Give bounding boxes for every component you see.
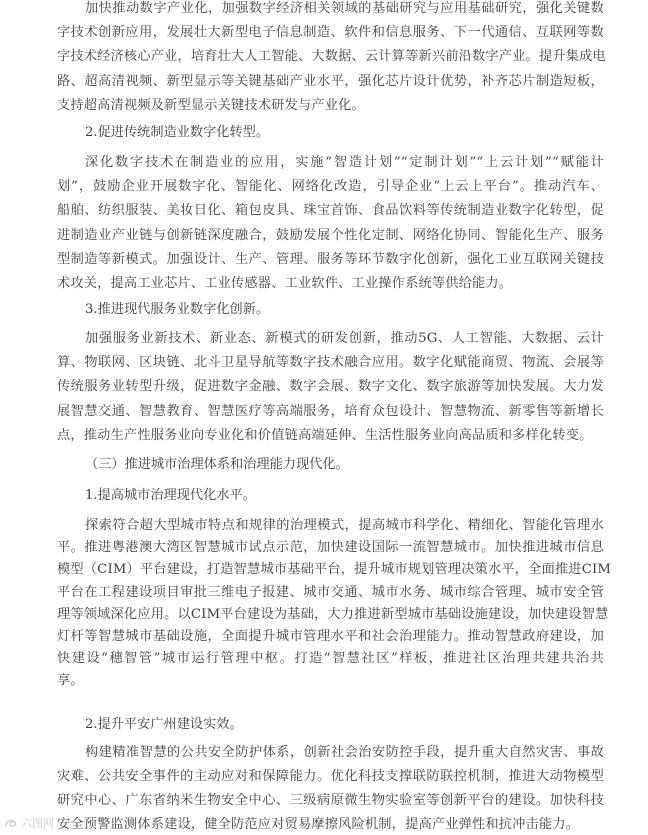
paragraph-line: 传统服务业转型升级，促进数字金融、数字会展、数字文化、数字旅游等加快发展。大力发 [57,379,604,395]
paragraph-line: 字技术创新应用，发展壮大新型电子信息制造、软件和信息服务、下一代通信、互联网等数 [57,25,604,41]
paragraph-line: 算、物联网、区块链、北斗卫星导航等数字技术融合应用。数字化赋能商贸、物流、会展等 [57,355,604,371]
paragraph-line: 研究中心、广东省纳米生物安全中心、三级病原微生物实验室等创新平台的建设。加快科技 [57,793,604,808]
section-heading: 3.推进现代服务业数字化创新。 [85,302,270,317]
paragraph-line: 字技术经济核心产业，培育壮大人工智能、大数据、云计算等新兴前沿数字产业。提升集成电 [57,49,606,65]
paragraph-line: 路、超高清视频、新型显示等关键基础产业水平，强化芯片设计优势，补齐芯片制造短板， [57,73,604,89]
paragraph-line: 术攻关，提高工业芯片、工业传感器、工业软件、工业操作系统等供给能力。 [57,276,513,291]
paragraph-line: 构建精准智慧的公共安全防护体系，创新社会治安防控手段，提升重大自然灾害、事故 [85,745,604,760]
paragraph-line: 展智慧交通、智慧教育、智慧医疗等高端服务，培育众包设计、智慧物流、新零售等新增长 [57,403,604,419]
paragraph-line: 平台在工程建设项目审批三维电子报建、城市交通、城市水务、城市综合管理、城市安全管 [57,584,604,600]
paragraph-line: 划”，鼓励企业开展数字化、智能化、网络化改造，引导企业“上云上平台”。推动汽车、 [57,179,604,195]
paragraph-line: 平。推进粤港澳大湾区智慧城市试点示范，加快建设国际一流智慧城市。加快推进城市信息 [57,540,604,556]
section-heading: 2.促进传统制造业数字化转型。 [85,125,270,140]
paragraph-line: 支持超高清视频及新型显示关键技术研发与产业化。 [57,97,365,113]
paragraph-line: 快建设“穗智管”城市运行管理中枢。打造“智慧社区”样板，推进社区治理共建共治共 [57,651,604,667]
paragraph-line: 加强服务业新技术、新业态、新模式的研发创新，推动5G、人工智能、大数据、云计 [85,331,604,346]
swirl-logo-icon [4,817,18,829]
paragraph-line: 船舶、纺织服装、美妆日化、箱包皮具、珠宝首饰、食品饮料等传统制造业数字化转型，促 [57,203,604,219]
paragraph-line: 灯杆等智慧城市基础设施，全面提升城市管理水平和社会治理能力。推动智慧政府建设，加 [57,629,604,644]
paragraph-line: 探索符合超大型城市特点和规律的治理模式，提高城市科学化、精细化、智能化管理水 [85,518,604,533]
watermark [4,815,54,831]
paragraph-line: 享。 [57,673,84,689]
section-heading: 2.提升平安广州建设实效。 [85,717,243,732]
paragraph-line: 深化数字技术在制造业的应用，实施“智造计划”“定制计划”“上云计划”“赋能计 [85,155,604,170]
paragraph-line: 型制造等新模式。加强设计、生产、管理、服务等环节数字化创新，强化工业互联网关键技 [57,251,604,267]
paragraph-line: 理等领域深化应用。以CIM平台建设为基础，大力推进新型城市基础设施建设，加快建设智慧 [57,606,609,622]
section-heading: 1.提高城市治理现代化水平。 [85,488,256,503]
paragraph-line: 灾难、公共安全事件的主动应对和保障能力。优化科技支撑联防联控机制，推进大动物模型 [57,769,604,784]
watermark-text: 六图网 [21,817,54,830]
paragraph-line: 安全预警监测体系建设，健全防范应对贸易摩擦风险机制，提高产业弹性和抗冲击能力。 [57,817,580,832]
section-heading: （三）推进城市治理体系和治理能力现代化。 [85,457,349,472]
paragraph-line: 进制造业产业链与创新链深度融合，鼓励发展个性化定制、网络化协同、智能化生产、服务 [57,227,604,243]
paragraph-line: 模型（CIM）平台建设，打造智慧城市基础平台，提升城市规划管理决策水平，全面推进CIM [57,562,612,578]
paragraph-line: 点，推动生产性服务业向专业化和价值链高端延伸、生活性服务业向高品质和多样化转变。 [57,427,593,443]
paragraph-line: 加快推动数字产业化，加强数字经济相关领域的基础研究与应用基础研究，强化关键数 [85,1,604,16]
